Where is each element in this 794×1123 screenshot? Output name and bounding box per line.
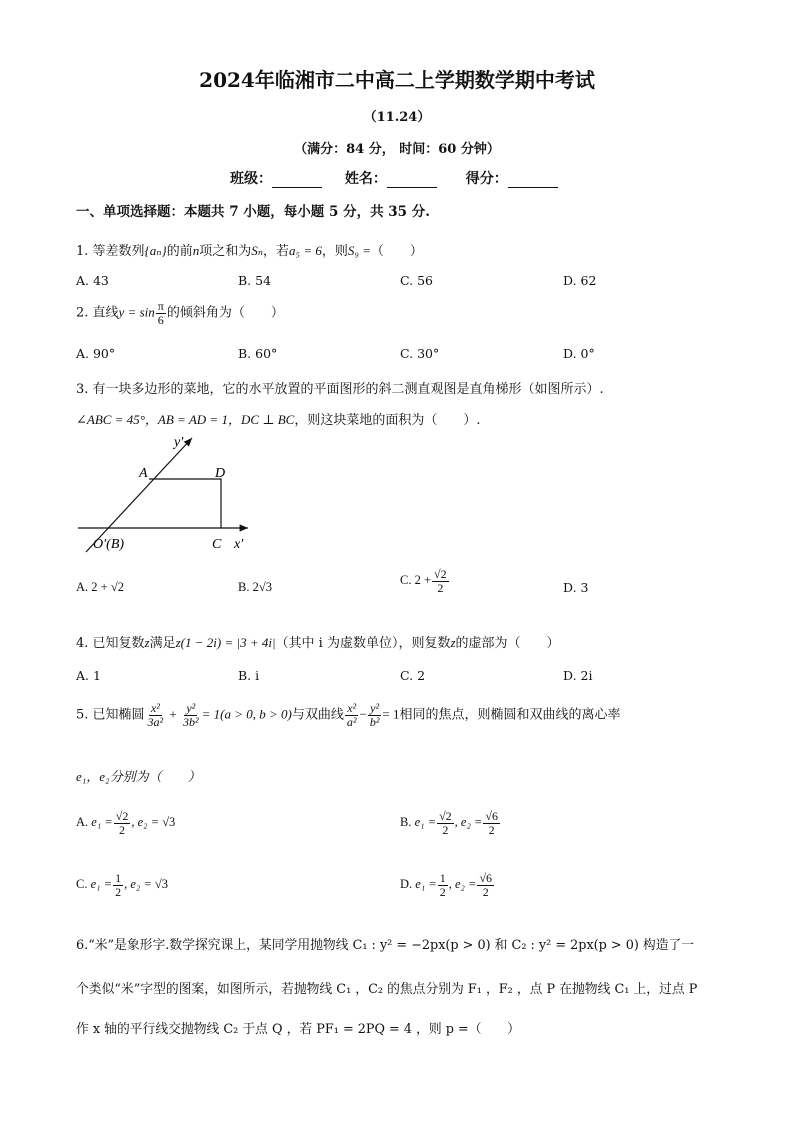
q5-post: 相同的焦点，则椭圆和双曲线的离心率 (399, 707, 621, 723)
q5-ellipse-frac1 (146, 702, 166, 728)
q5-d-den1: 2 (439, 884, 446, 899)
q4-option-d[interactable]: D. 2i (563, 668, 593, 683)
q5-stem: 5. 已知椭圆 $\frac{\text{x²}}{\text{3a²}}$ + $\frac{\text{y²}}{\text{3b²}}$ = 1(a > 0, b > 0)与双曲线 $\frac{\text{x²}}{\text{a²}}$ − $\frac{\text{y²}}{\text{b²}}$ = 1相同的焦点，则椭圆和双曲线的离心率 (76, 701, 621, 729)
q3-option-c-label: C. (400, 572, 412, 587)
q3-option-a-label: A. (76, 580, 89, 594)
q3-option-c-frac (432, 568, 449, 594)
label-a: A (139, 466, 148, 481)
q3-line2-post: ，则这块菜地的面积为（ ）. (294, 413, 481, 428)
q5-a-den: 2 (119, 822, 126, 837)
q1-stem (76, 240, 423, 259)
exam-meta: （满分：84 分， 时间：60 分钟） (294, 142, 500, 157)
q3-option-c-den: 2 (437, 580, 444, 595)
name-blank[interactable] (387, 175, 437, 188)
q1-option-b[interactable]: B. 54 (238, 273, 272, 288)
q5-c-e2: , e₂ = (124, 876, 152, 891)
q1-pre: 1. 等差数列 (76, 244, 145, 259)
q4-z2: z (450, 635, 456, 650)
q5-b-den2: 2 (488, 822, 495, 837)
q1-cond: a₅ = 6 (289, 243, 322, 258)
q5-b-e2: , e₂ = (454, 814, 483, 829)
q3-line2 (76, 409, 480, 428)
q2-pre: 2. 直线 (76, 305, 119, 321)
q1-option-c[interactable]: C. 56 (400, 273, 433, 288)
q3-option-a-value: 2 + √2 (91, 580, 124, 594)
q5-hyper-den2: b² (369, 714, 380, 729)
q3-option-c[interactable] (400, 568, 450, 594)
q4-stem (76, 632, 560, 651)
trapezoid-edges (149, 479, 221, 528)
q4-pre: 4. 已知复数 (76, 636, 145, 651)
q4-option-a[interactable]: A. 1 (76, 668, 101, 683)
name-label: 姓名： (344, 171, 387, 187)
q2-stem (76, 300, 284, 326)
q5-mid: 与双曲线 (291, 707, 344, 723)
q1-mid2: 项之和为 (199, 244, 252, 259)
q3-option-b-value: 2√3 (252, 580, 272, 594)
q4-option-c[interactable]: C. 2 (400, 668, 426, 683)
label-d: D (215, 466, 226, 481)
q5-b-den1: 2 (442, 822, 449, 837)
q2-frac-den: 6 (157, 312, 164, 327)
q3-option-b[interactable] (238, 580, 272, 595)
class-label: 班级： (230, 171, 272, 187)
q5-b-frac1 (437, 810, 454, 836)
q5-ellipse-num2: y² (186, 701, 196, 715)
q5-option-a-label: A. (76, 814, 89, 829)
q5-option-b-label: B. (400, 814, 412, 829)
q3-cond: ∠ABC = 45°，AB = AD = 1，DC ⊥ BC (76, 412, 295, 427)
q5-a-r3: √3 (162, 814, 176, 829)
q5-ellipse-frac2 (181, 702, 201, 728)
label-x: x′ (234, 537, 244, 552)
q1-mid1: 的前 (166, 244, 193, 259)
q5-ellipse-num1: x² (150, 701, 160, 715)
q1-mid3: ，若 (263, 244, 290, 259)
q2-option-a[interactable]: A. 90° (76, 346, 116, 361)
q2-option-b[interactable]: B. 60° (238, 346, 278, 361)
q5-b-frac2 (483, 810, 500, 836)
q5-pre: 5. 已知椭圆 (76, 707, 145, 723)
q5-option-a[interactable] (76, 810, 175, 836)
q3-option-d[interactable]: D. 3 (563, 580, 589, 595)
label-c: C (212, 537, 222, 552)
q1-mid4: ，则 (321, 244, 348, 259)
q1-option-d[interactable]: D. 62 (563, 273, 597, 288)
q5-hyper-frac2 (368, 702, 382, 728)
score-label: 得分： (465, 171, 508, 187)
q5-d-num2: √6 (479, 871, 493, 885)
q5-ellipse-den1: 3a² (147, 714, 164, 729)
q5-option-d-label: D. (400, 876, 413, 891)
q5-a-num: √2 (115, 809, 129, 823)
q2-frac (156, 300, 166, 326)
q5-hyper-rest: = 1 (382, 706, 400, 722)
q1-ask: S₉ = (347, 243, 371, 258)
q4-z: z (144, 635, 150, 650)
q4-eq: z(1 − 2i) = |3 + 4i| (175, 635, 276, 650)
q4-post2: 的虚部为（ ） (455, 636, 560, 651)
q5-ellipse-rest: = 1(a > 0, b > 0) (201, 706, 292, 722)
q5-a-e2: , e₂ = (131, 814, 160, 829)
q5-line2: e₁，e₂分别为（ ） (76, 769, 201, 784)
label-y: y′ (174, 435, 184, 450)
q5-c-e1: e₁ = (90, 876, 113, 891)
exam-date: （11.24） (363, 110, 431, 125)
q4-post1: （其中 i 为虚数单位），则复数 (275, 636, 451, 651)
q5-d-num1: 1 (439, 871, 446, 885)
q5-option-b[interactable] (400, 810, 501, 836)
q5-d-e1: e₁ = (415, 876, 437, 891)
q5-hyper-num1: x² (347, 701, 357, 715)
q5-a-frac (114, 810, 131, 836)
class-blank[interactable] (272, 175, 322, 188)
q5-b-num1: √2 (439, 809, 452, 823)
q2-post: 的倾斜角为（ ） (166, 305, 284, 321)
q2-eq: y = sin (118, 304, 155, 320)
q5-a-e1: e₁ = (91, 814, 113, 829)
q5-d-e2: , e₂ = (448, 876, 477, 891)
q1-sn: Sₙ (251, 243, 264, 258)
q5-option-c[interactable] (76, 872, 168, 898)
q1-n: n (192, 243, 200, 258)
q5-c-r3: √3 (154, 876, 169, 891)
q1-seq: {aₙ} (144, 243, 167, 258)
label-o: O′(B) (93, 537, 125, 552)
q5-c-frac (113, 872, 123, 898)
q1-paren: （ ） (370, 244, 423, 259)
score-blank[interactable] (508, 175, 558, 188)
q5-ellipse-den2: 3b² (183, 714, 199, 729)
q3-option-c-num: √2 (434, 567, 447, 581)
q3-option-a[interactable] (76, 580, 124, 595)
y-axis (86, 438, 192, 552)
info-fields (230, 168, 558, 188)
q5-option-c-label: C. (76, 876, 88, 891)
q3-option-c-pre: 2 + (414, 572, 432, 587)
q4-option-b[interactable]: B. i (238, 668, 260, 683)
q3-trapezoid-figure (76, 430, 256, 555)
q5-d-frac1 (438, 872, 448, 898)
exam-title: 2024年临湘市二中高二上学期数学期中考试 (199, 68, 595, 92)
q6-line3: 作 x 轴的平行线交抛物线 C₂ 于点 Q ，若 PF₁ = 2PQ = 4 ，则 p =（ ） (76, 1022, 520, 1037)
q5-d-frac2 (477, 872, 494, 898)
q5-hyper-den1: a² (346, 714, 357, 729)
q5-hyper-num2: y² (370, 701, 380, 715)
q5-d-den2: 2 (482, 884, 489, 899)
q4-mid: 满足 (149, 636, 176, 651)
q5-c-num: 1 (115, 871, 122, 885)
q1-option-a[interactable]: A. 43 (76, 273, 109, 288)
q6-line2: 个类似“米”字型的图案，如图所示，若抛物线 C₁ ，C₂ 的焦点分别为 F₁ ，F₂ ，点 P 在抛物线 C₁ 上，过点 P (76, 982, 698, 997)
q3-option-b-label: B. (238, 580, 250, 594)
q5-b-e1: e₁ = (414, 814, 437, 829)
q2-option-c[interactable]: C. 30° (400, 346, 440, 361)
q5-hyper-frac1 (345, 702, 359, 728)
q5-option-d[interactable] (400, 872, 495, 898)
q2-frac-num: π (157, 299, 164, 313)
q2-option-d[interactable]: D. 0° (563, 346, 595, 361)
q5-c-den: 2 (115, 884, 122, 899)
q3-line1: 3. 有一块多边形的菜地，它的水平放置的平面图形的斜二测直观图是直角梯形（如图所示）. (76, 382, 604, 397)
q5-b-num2: √6 (485, 809, 498, 823)
q6-line1: 6.“米”是象形字.数学探究课上，某同学用抛物线 C₁ : y² = −2px(p > 0) 和 C₂ : y² = 2px(p > 0) 构造了一 (76, 938, 695, 953)
section1-heading: 一、单项选择题：本题共 7 小题，每小题 5 分，共 35 分. (76, 204, 430, 220)
